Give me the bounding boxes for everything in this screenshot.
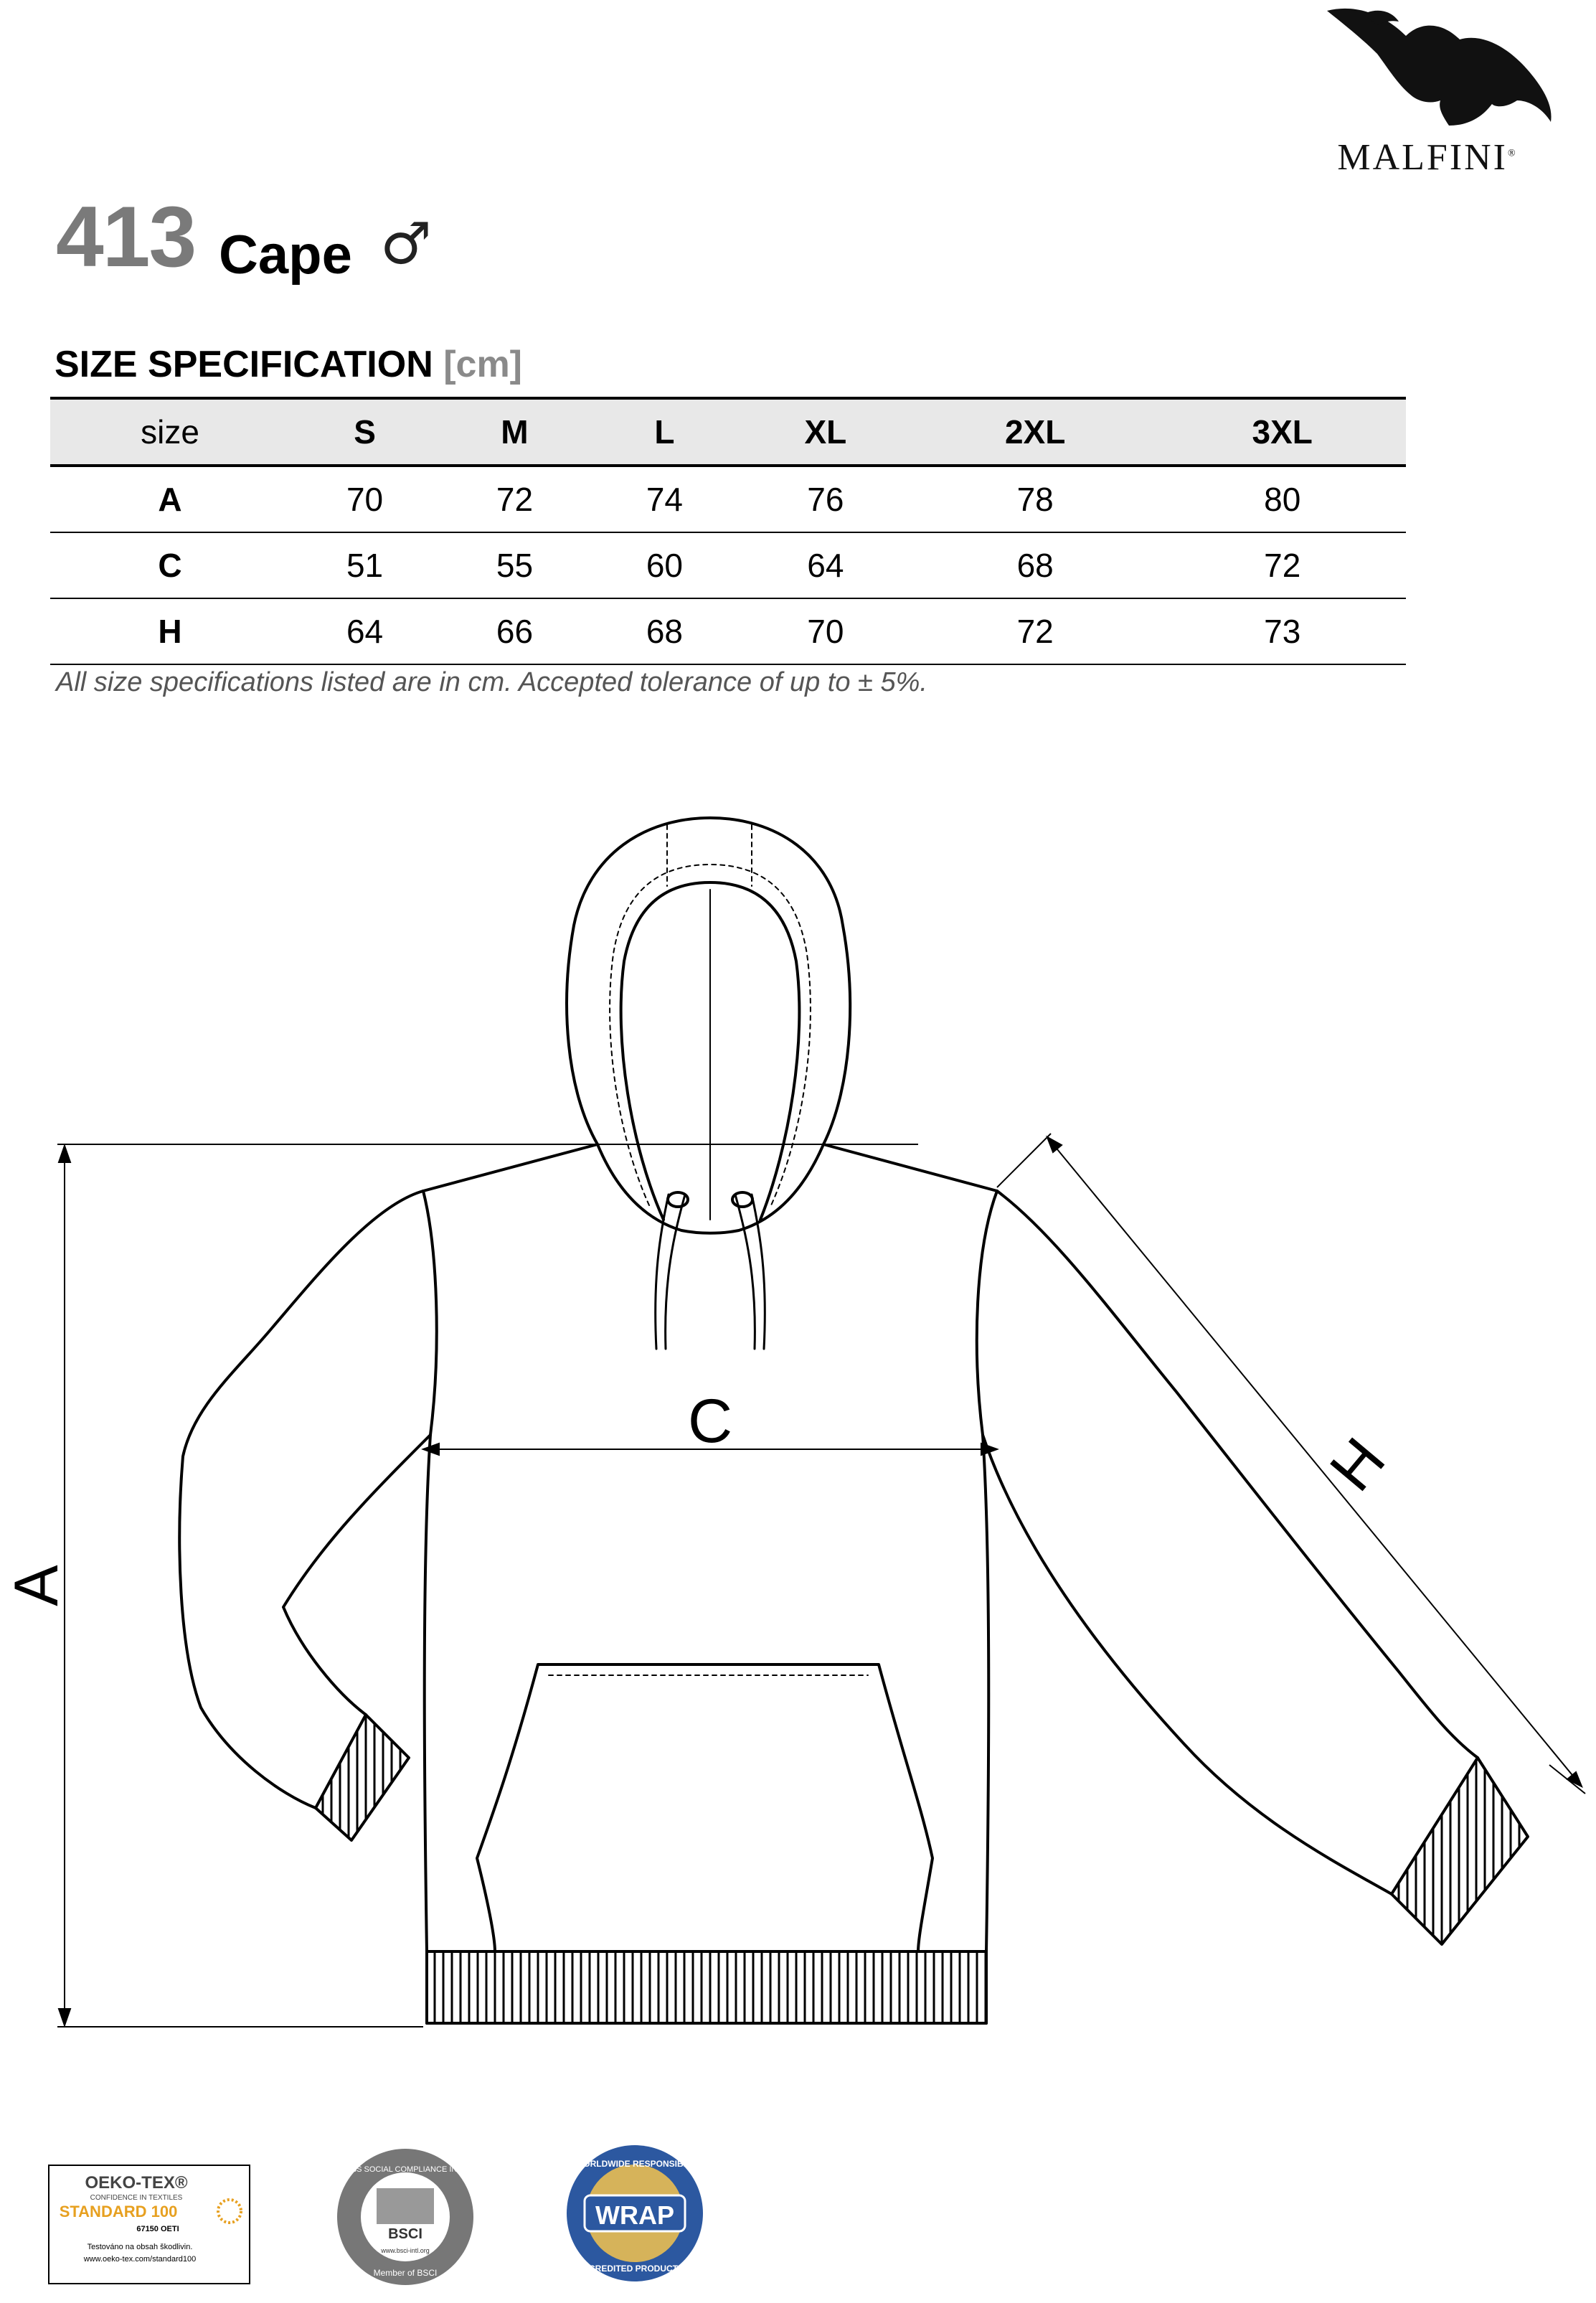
table-header-cell: XL — [740, 398, 912, 466]
wrap-logo — [567, 2145, 703, 2281]
svg-text:BSCI: BSCI — [388, 2226, 422, 2242]
table-cell: 66 — [440, 598, 590, 664]
table-header-cell: M — [440, 398, 590, 466]
svg-text:OEKO-TEX®: OEKO-TEX® — [85, 2173, 188, 2193]
hoodie-diagram — [0, 789, 1596, 2052]
brand-name: MALFINI® — [1337, 137, 1518, 178]
table-cell: 73 — [1158, 598, 1406, 664]
kangaroo-pocket — [477, 1664, 932, 1951]
table-cell: 80 — [1158, 466, 1406, 532]
dimension-label-c: C — [687, 1387, 733, 1456]
bsci-logo — [322, 2149, 488, 2285]
table-cell: 64 — [290, 598, 440, 664]
shoulder-left — [423, 1144, 598, 1191]
body-outline — [423, 1191, 997, 1951]
table-row — [50, 466, 1406, 532]
table-header-cell: 2XL — [912, 398, 1159, 466]
drawstring-right — [735, 1195, 755, 1349]
svg-text:CONFIDENCE IN TEXTILES: CONFIDENCE IN TEXTILES — [90, 2194, 183, 2202]
table-header-cell: 3XL — [1158, 398, 1406, 466]
table-row — [50, 532, 1406, 598]
table-header-cell: size — [50, 398, 290, 466]
table-cell: 51 — [290, 532, 440, 598]
svg-text:www.bsci-intl.org: www.bsci-intl.org — [381, 2247, 430, 2254]
row-label: C — [50, 532, 290, 598]
table-cell: 72 — [440, 466, 590, 532]
svg-text:Member of BSCI: Member of BSCI — [373, 2268, 438, 2278]
section-title: SIZE SPECIFICATION [cm] — [55, 344, 522, 385]
table-header-cell: S — [290, 398, 440, 466]
svg-text:www.oeko-tex.com/standard100: www.oeko-tex.com/standard100 — [83, 2255, 197, 2264]
table-row — [50, 598, 1406, 664]
table-cell: 70 — [740, 598, 912, 664]
svg-text:STANDARD 100: STANDARD 100 — [59, 2203, 178, 2220]
dimension-label-h: H — [1317, 1425, 1399, 1504]
svg-text:WORLDWIDE RESPONSIBLE: WORLDWIDE RESPONSIBLE — [575, 2159, 695, 2169]
oekotex-logo — [49, 2165, 250, 2284]
table-cell: 78 — [912, 466, 1159, 532]
svg-text:ACCREDITED PRODUCTION: ACCREDITED PRODUCTION — [576, 2264, 694, 2274]
svg-text:67150 OETI: 67150 OETI — [136, 2225, 179, 2233]
hem-rib — [427, 1951, 986, 2023]
table-cell: 64 — [740, 532, 912, 598]
sleeve-right — [997, 1191, 1478, 1758]
table-cell: 68 — [590, 598, 740, 664]
table-cell: 74 — [590, 466, 740, 532]
drawstring-left — [666, 1195, 685, 1349]
table-cell: 55 — [440, 532, 590, 598]
table-header-row — [50, 398, 1406, 466]
cuff-left — [316, 1715, 409, 1840]
row-label: H — [50, 598, 290, 664]
hood-outline — [567, 818, 850, 1144]
brand-logo — [1277, 0, 1585, 179]
shoulder-right — [823, 1144, 997, 1191]
table-cell: 68 — [912, 532, 1159, 598]
table-header-cell: L — [590, 398, 740, 466]
table-cell: 70 — [290, 466, 440, 532]
svg-text:Testováno na obsah škodlivin.: Testováno na obsah škodlivin. — [87, 2243, 193, 2251]
product-number: 413 — [56, 189, 196, 285]
table-cell: 72 — [912, 598, 1159, 664]
dimension-label-a: A — [2, 1565, 71, 1606]
product-name: Cape — [219, 225, 352, 286]
eagle-icon — [1277, 0, 1585, 136]
male-icon: ♂ — [380, 210, 432, 277]
row-label: A — [50, 466, 290, 532]
table-cell: 72 — [1158, 532, 1406, 598]
table-cell: 60 — [590, 532, 740, 598]
certification-logos — [0, 2124, 1596, 2303]
svg-text:WRAP: WRAP — [595, 2200, 674, 2230]
sleeve-left — [179, 1191, 423, 1808]
table-cell: 76 — [740, 466, 912, 532]
size-table — [50, 397, 1406, 665]
tolerance-note: All size specifications listed are in cm. Accepted tolerance of up to ± 5%. — [56, 667, 927, 697]
cuff-right — [1392, 1758, 1528, 1944]
svg-text:BUSINESS SOCIAL COMPLIANCE INI: BUSINESS SOCIAL COMPLIANCE INITIATIVE — [321, 2165, 489, 2174]
